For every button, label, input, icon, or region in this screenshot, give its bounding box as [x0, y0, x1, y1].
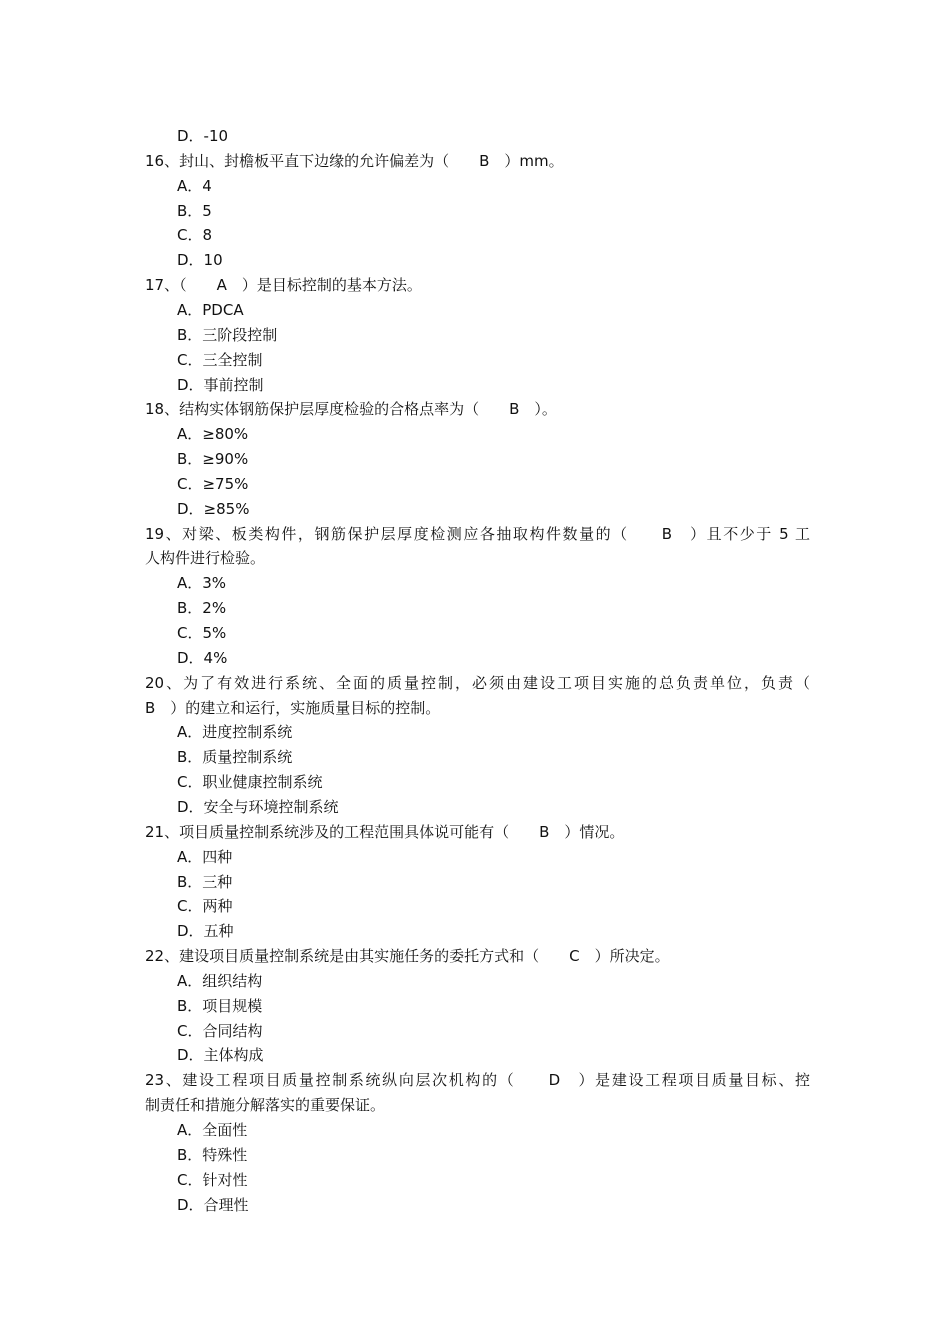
answer-option: D．主体构成: [177, 1046, 264, 1065]
answer-option: B．项目规模: [177, 996, 263, 1015]
answer-option: C．合同结构: [177, 1021, 263, 1040]
question-text: 21、项目质量控制系统涉及的工程范围具体说可能有（ B ）情况。: [145, 822, 625, 841]
answer-option: A．进度控制系统: [177, 723, 293, 742]
answer-option: C．三全控制: [177, 350, 263, 369]
answer-option: B．质量控制系统: [177, 748, 293, 767]
question-text: 17、（ A ）是目标控制的基本方法。: [145, 276, 422, 295]
answer-option: B．2%: [177, 599, 227, 618]
answer-option: D．五种: [177, 922, 234, 941]
answer-option: D．≥85%: [177, 499, 250, 518]
answer-option: B．特殊性: [177, 1145, 248, 1164]
answer-option: B．5: [177, 201, 212, 220]
answer-option: A．≥80%: [177, 425, 249, 444]
answer-option: A．3%: [177, 574, 227, 593]
answer-option: A．组织结构: [177, 971, 263, 990]
answer-option: B．三阶段控制: [177, 325, 278, 344]
answer-option: D．合理性: [177, 1195, 249, 1214]
answer-option: A．全面性: [177, 1121, 248, 1139]
question-text: 18、结构实体钢筋保护层厚度检验的合格点率为（ B ）。: [145, 400, 557, 419]
answer-option: D．安全与环境控制系统: [177, 797, 339, 816]
answer-option: C．≥75%: [177, 474, 249, 493]
question-text: 制责任和措施分解落实的重要保证。: [145, 1096, 386, 1115]
answer-option: C．针对性: [177, 1170, 248, 1189]
question-text: 23、建设工程项目质量控制系统纵向层次机构的（ D ）是建设工程项目质量目标、控: [145, 1071, 810, 1090]
answer-option: A．PDCA: [177, 300, 244, 319]
answer-option: C．职业健康控制系统: [177, 773, 323, 792]
answer-option: B．三种: [177, 872, 233, 891]
answer-option: C．8: [177, 226, 213, 245]
answer-option: C．两种: [177, 897, 233, 916]
answer-option: D．-10: [177, 127, 229, 145]
question-text: 22、建设项目质量控制系统是由其实施任务的委托方式和（ C ）所决定。: [145, 947, 670, 966]
answer-option: A．4: [177, 176, 212, 195]
question-text: 人构件进行检验。: [145, 549, 266, 568]
question-text: 19、对梁、板类构件，钢筋保护层厚度检测应各抽取构件数量的（ B ）且不少于 5 工: [145, 524, 810, 543]
answer-option: D．10: [177, 251, 223, 270]
question-text: 16、封山、封檐板平直下边缘的允许偏差为（ B ）mm。: [145, 151, 564, 170]
answer-option: C．5%: [177, 624, 227, 642]
answer-option: D．事前控制: [177, 375, 264, 394]
question-text: 20、为了有效进行系统、全面的质量控制，必须由建设工项目实施的总负责单位，负责（: [145, 673, 810, 692]
answer-option: A．四种: [177, 847, 233, 866]
question-text: B ）的建立和运行，实施质量目标的控制。: [145, 698, 441, 717]
answer-option: D．4%: [177, 648, 228, 667]
answer-option: B．≥90%: [177, 450, 249, 469]
